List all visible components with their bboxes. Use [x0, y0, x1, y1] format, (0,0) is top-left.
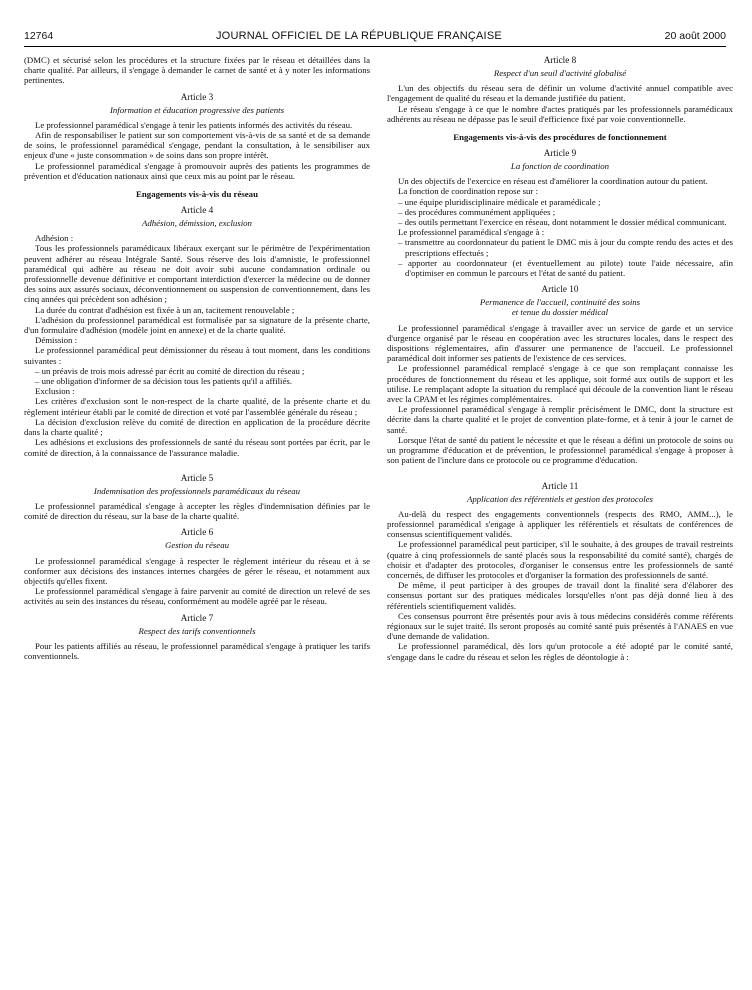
article-4-heading: Article 4 — [180, 205, 214, 216]
bullet-list — [387, 197, 733, 228]
paragraph: Ces consensus pourront être présentés pour avis à tous médecins considérés comme référents régionaux sur le sujet traité. Ils seront proposés au comité santé puis présentés à l'ANAES en vue d'une demande de validation. — [387, 610, 733, 642]
paragraph: Afin de responsabiliser le patient sur son comportement vis-à-vis de sa santé et de sa demande de soins, le professionnel paramédical s'engage, pendant la consultation, à le sensibiliser aux enjeux d'une « juste consommation » de soins dans son propre intérêt. — [24, 130, 370, 161]
article-9-heading: Article 9 — [543, 148, 577, 159]
article-5-title: Indemnisation des professionnels paramédicaux du réseau — [93, 485, 301, 496]
paragraph: Pour les patients affiliés au réseau, le professionnel paramédical s'engage à pratiquer les tarifs conventionnels. — [24, 640, 370, 661]
paragraph: Le professionnel paramédical peut démissionner du réseau à tout moment, dans les conditions suivantes : — [24, 345, 370, 366]
paragraph: La fonction de coordination repose sur : — [398, 186, 538, 197]
text-columns — [24, 55, 734, 662]
article-9-title: La fonction de coordination — [510, 161, 610, 172]
article-10-title-line1: Permanence de l'accueil, continuité des soins — [479, 297, 641, 308]
paragraph: Les critères d'exclusion sont le non-respect de la charte qualité, de la présente charte et du règlement intérieur établi par le comité de direction et voté par l'assemblée générale du réseau ; — [24, 396, 370, 417]
article-7-title: Respect des tarifs conventionnels — [138, 625, 256, 636]
paragraph: Le professionnel paramédical s'engage à remplir précisément le DMC, dont la structure est décrite dans la charte qualité et le projet de convention plate-forme, et à tenir à jour le carnet de santé. — [387, 404, 733, 435]
list-item: – transmettre au coordonnateur du patient le DMC mis à jour du compte rendu des actes et des prescriptions effectués ; — [387, 237, 733, 257]
paragraph: La durée du contrat d'adhésion est fixée à un an, tacitement renouvelable ; — [35, 304, 295, 315]
list-item: – des outils permettant l'exercice en réseau, dont notamment le dossier médical communicant. — [387, 217, 733, 227]
paragraph: Le professionnel paramédical s'engage à travailler avec un service de garde et un service d'urgence organisé par le réseau en coopération avec les structures locales, dans le respect des dispositions réglementaires, afin d'assurer une permanence de l'accueil. Le professionnel paramédical doit informer ses patients de l'existence de ces services. — [387, 322, 733, 364]
list-item: – apporter au coordonnateur (et éventuellement au pilote) toute l'aide nécessaire, afin d'optimiser en commun le parcours et l'état de santé du patient. — [387, 258, 733, 278]
list-item: – une équipe pluridisciplinaire médicale et paramédicale ; — [387, 197, 733, 207]
issue-date: 20 août 2000 — [664, 30, 726, 42]
list-item: – des procédures communément appliquées ; — [387, 207, 733, 217]
article-10-heading: Article 10 — [541, 284, 579, 295]
article-11-title: Application des référentiels et gestion des protocoles — [466, 493, 653, 504]
section-heading-reseau: Engagements vis-à-vis du réseau — [136, 189, 258, 200]
left-column — [24, 55, 370, 662]
paragraph: Adhésion : — [35, 233, 74, 244]
paragraph: Tous les professionnels paramédicaux libéraux exerçant sur le périmètre de l'expérimentation peuvent adhérer au réseau Intégrale Santé. Sous réserve des lois d'amnistie, le professionnel paramédical qui adhère au réseau ne doit avoir subi aucune condamnation ordinale ou professionnelle devenue définitive et comportant interdiction d'exercer la médecine ou de donner des soins aux assurés sociaux, déconventionnement ou suspension de conventionnement, dans les cinq années qui précèdent son adhésion ; — [24, 243, 370, 305]
journal-title: JOURNAL OFFICIEL DE LA RÉPUBLIQUE FRANÇAISE — [215, 30, 502, 42]
paragraph: Le professionnel paramédical s'engage à accepter les règles d'indemnisation définies par le comité de direction du réseau, sur la base de la charte qualité. — [24, 500, 370, 522]
paragraph: Le professionnel paramédical s'engage à respecter le règlement intérieur du réseau et à se conformer aux décisions des instances internes chargées de gérer le réseau, et notamment aux objectifs qu'elles fixent. — [24, 555, 370, 586]
article-6-title: Gestion du réseau — [164, 540, 229, 551]
page-header — [24, 30, 726, 47]
article-11-heading: Article 11 — [541, 480, 579, 491]
paragraph: Le professionnel paramédical remplacé s'engage à ce que son remplaçant connaisse les procédures de fonctionnement du réseau et les applique, soit formé aux outils de support et les utilise. Le remplaçant adopte la situation du remplacé qui découle de la convention liant le réseau avec la CPAM et les régimes complémentaires. — [387, 363, 733, 405]
paragraph: L'un des objectifs du réseau sera de définir un volume d'activité annuel compatible avec l'engagement de qualité du réseau et la demande justifiée du patient. — [387, 83, 733, 104]
paragraph: Les adhésions et exclusions des professionnels de santé du réseau sont portées par écrit, par le comité de direction, à la connaissance de l'assurance maladie. — [24, 437, 370, 458]
intro-paragraph: (DMC) et sécurisé selon les procédures et la structure fixées par le réseau et détaillées dans la charte qualité. Par ailleurs, il s'engage à demander le carnet de santé et à y noter les informations pertinentes. — [24, 55, 370, 86]
paragraph: Lorsque l'état de santé du patient le nécessite et que le réseau a défini un protocole de soins ou un programme d'éducation et de prévention, le professionnel paramédical s'engage à proposer à son patient de l'inclure dans ce protocole ou ce programme d'éducation. — [387, 434, 733, 466]
paragraph: Le professionnel paramédical s'engage à tenir les patients informés des activités du réseau. — [35, 119, 353, 130]
article-3-heading: Article 3 — [180, 91, 214, 102]
paragraph: Un des objectifs de l'exercice en réseau est d'améliorer la coordination autour du patient. — [398, 176, 708, 187]
bullet-list — [387, 237, 733, 278]
article-3-title: Information et éducation progressive des patients — [109, 104, 285, 115]
bullet-list — [24, 366, 370, 386]
paragraph: La décision d'exclusion relève du comité de direction en application de la procédure décrite dans la charte qualité ; — [24, 416, 370, 438]
article-5-heading: Article 5 — [180, 472, 214, 483]
paragraph: L'adhésion du professionnel paramédical est formalisée par sa signature de la présente charte, d'un formulaire d'adhésion (modèle joint en annexe) et de la charte qualité. — [24, 314, 370, 336]
paragraph: Le professionnel paramédical s'engage à promouvoir auprès des patients les programmes de prévention et d'éducation nationaux ainsi que ceux mis au point par le réseau. — [24, 160, 370, 181]
article-4-title: Adhésion, démission, exclusion — [142, 218, 252, 229]
paragraph: Au-delà du respect des engagements conventionnels (respects des RMO, AMM...), le professionnel paramédical s'engage à appliquer les référentiels et résultats de conférences de consensus scientifiquement validés. — [387, 508, 733, 540]
right-column — [387, 55, 733, 662]
page-number: 12764 — [24, 30, 54, 42]
paragraph: Démission : — [35, 335, 78, 346]
paragraph: Exclusion : — [35, 386, 75, 397]
article-8-title: Respect d'un seuil d'activité globalisé — [493, 68, 627, 78]
article-6-heading: Article 6 — [180, 527, 214, 538]
list-item: – un préavis de trois mois adressé par écrit au comité de direction du réseau ; — [24, 366, 370, 376]
list-item: – une obligation d'informer de sa décision tous les patients qu'il a affiliés. — [24, 376, 370, 386]
article-10-title-line2: et tenue du dossier médical — [511, 307, 609, 318]
paragraph: Le professionnel paramédical peut participer, s'il le souhaite, à des groupes de travail restreints (quatre à cinq professionnels de santé placés sous la responsabilité du comité santé), chargés de choisir et d'adapter des protocoles, d'organiser le consensus entre les professionnels de santé concernés, de diffuser les protocoles et d'organiser la formation des professionnels de santé. — [387, 539, 733, 580]
article-8-heading: Article 8 — [543, 55, 577, 65]
paragraph: Le réseau s'engage à ce que le nombre d'actes pratiqués par les professionnels paramédicaux adhérents au réseau ne dépasse pas le seuil d'efficience fixé par voie conventionnelle. — [387, 103, 733, 124]
paragraph: Le professionnel paramédical s'engage à faire parvenir au comité de direction un relevé de ses activités au sein des instances du réseau, conformément au modèle agréé par le réseau. — [24, 586, 370, 607]
paragraph: Le professionnel paramédical, dès lors qu'un protocole a été adopté par le comité santé, s'engage dans le cadre du réseau et selon les règles de déontologie à : — [387, 641, 733, 662]
paragraph: Le professionnel paramédical s'engage à : — [398, 227, 545, 238]
section-heading-fonctionnement: Engagements vis-à-vis des procédures de fonctionnement — [453, 132, 667, 143]
article-7-heading: Article 7 — [180, 612, 214, 623]
paragraph: De même, il peut participer à des groupes de travail dont la finalité sera d'élaborer des consensus portant sur des pratiques médicales lorsqu'elles n'ont pas déjà donné lieu à des référentiels scientifiquement validés. — [387, 580, 733, 611]
